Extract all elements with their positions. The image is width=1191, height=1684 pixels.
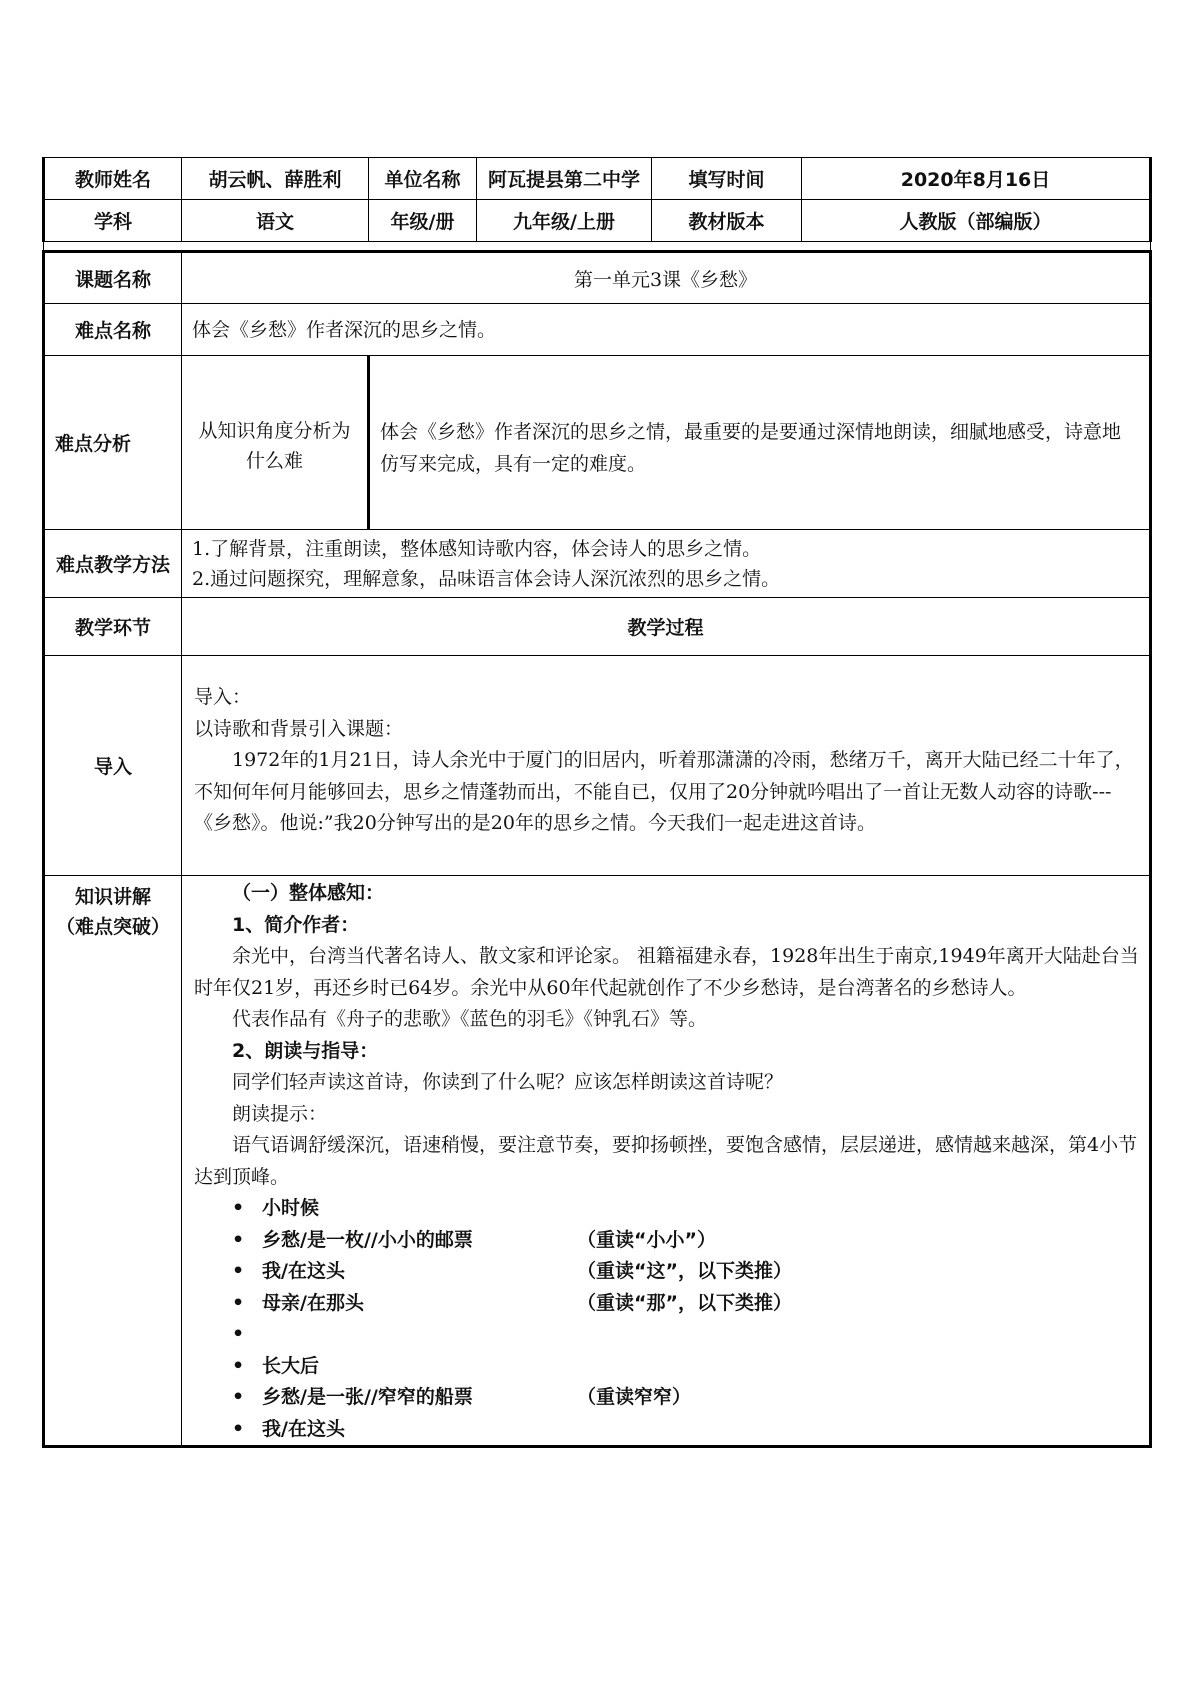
analysis-value: 体会《乡愁》作者深沉的思乡之情，最重要的是要通过深情地朗读，细腻地感受，诗意地仿写来完成，具有一定的难度。 [369,356,1151,530]
analysis-sub-label: 从知识角度分析为什么难 [182,356,369,530]
date-label: 填写时间 [652,158,802,200]
method-line-2: 2.通过问题探究，理解意象，品味语言体会诗人深沉浓烈的思乡之情。 [192,567,781,590]
bullet-item [232,1225,1139,1257]
knowledge-label-line-1: 知识讲解 [74,886,151,908]
intro-paragraph: 1972年的1月21日，诗人余光中于厦门的旧居内，听着那潇潇的冷雨，愁绪万千，离开大陆已经二十年了，不知何年何月能够回去，思乡之情蓬勃而出，不能自已，仅用了20分钟就吟唱出了一首让无数人动容的诗歌--- 《乡愁》。他说:”我20分钟写出的是20年的思乡之情。今天我们一起走进这首诗。 [194,749,1134,834]
grade-label: 年级/册 [369,200,477,242]
teacher-value: 胡云帆、薛胜利 [182,158,369,200]
subject-value: 语文 [182,200,369,242]
bullet-note: （重读“那”，以下类推） [577,1291,792,1314]
tips-paragraph: 语气语调舒缓深沉，语速稍慢，要注意节奏，要抑扬顿挫，要饱含感情，层层递进，感情越来越深，第4小节达到顶峰。 [194,1134,1138,1188]
process-label: 教学环节 [44,598,182,656]
lesson-table [42,157,1152,1448]
works-line: 代表作品有《舟子的悲歌》《蓝色的羽毛》《钟乳石》等。 [232,1008,708,1030]
teacher-label: 教师姓名 [44,158,182,200]
bullet-item [232,1256,1139,1288]
section-title: （一）整体感知： [232,882,385,904]
method-row [44,530,1151,598]
edition-value: 人教版（部编版） [802,200,1151,242]
header-row-1 [44,158,1151,200]
intro-subtitle: 以诗歌和背景引入课题： [194,717,404,740]
bullet-text: 母亲/在那头 [262,1291,364,1314]
bullet-item [232,1414,1139,1446]
bullet-text: 乡愁/是一张//窄窄的船票 [262,1386,473,1408]
knowledge-content [182,876,1151,1447]
bullet-text: 我/在这头 [262,1260,345,1282]
bullet-dot: • [232,1260,245,1282]
bullet-text: 长大后 [262,1354,320,1377]
author-title: 1、简介作者： [232,913,360,936]
intro-row [44,656,1151,876]
bullet-text: 我/在这头 [262,1417,345,1440]
difficulty-value: 体会《乡愁》作者深沉的思乡之情。 [182,304,1151,356]
unit-value: 阿瓦提县第二中学 [477,158,652,200]
intro-title: 导入： [194,686,252,708]
method-label: 难点教学方法 [44,530,182,598]
bullet-item [232,1351,1139,1383]
bullet-note: （重读窄窄） [577,1386,692,1408]
topic-value: 第一单元3课《乡愁》 [182,252,1151,304]
unit-label: 单位名称 [369,158,477,200]
analysis-label: 难点分析 [44,356,182,530]
bullet-text: 小时候 [262,1197,320,1219]
method-content [182,530,1151,598]
tips-title: 朗读提示： [232,1102,328,1125]
topic-row [44,252,1151,304]
subject-label: 学科 [44,200,182,242]
analysis-row [44,356,1151,530]
bullet-item [232,1319,1139,1351]
bullet-text [262,1319,577,1351]
reading-question: 同学们轻声读这首诗，你读到了什么呢？应该怎样朗读这首诗呢？ [232,1071,784,1093]
process-value: 教学过程 [182,598,1151,656]
bullet-dot: • [232,1386,245,1408]
knowledge-row [44,876,1151,1447]
edition-label: 教材版本 [652,200,802,242]
process-header-row [44,598,1151,656]
difficulty-row [44,304,1151,356]
method-line-1: 1.了解背景，注重朗读，整体感知诗歌内容，体会诗人的思乡之情。 [192,537,762,560]
gap-row [44,242,1151,252]
knowledge-label-line-2: （难点突破） [55,916,170,938]
bullet-dot: • [232,1417,245,1440]
bullet-note: （重读“这”，以下类推） [577,1260,792,1282]
difficulty-label: 难点名称 [44,304,182,356]
bullet-item [232,1288,1139,1320]
bullet-item [232,1382,1139,1414]
bullet-dot: • [232,1291,245,1314]
bullet-dot: • [232,1197,245,1219]
reading-title: 2、朗读与指导： [232,1039,379,1062]
bullet-list [194,1193,1139,1445]
header-row-2 [44,200,1151,242]
bullet-text: 乡愁/是一枚//小小的邮票 [262,1228,473,1251]
bullet-dot: • [232,1323,245,1345]
intro-content [182,656,1151,876]
bullet-dot: • [232,1354,245,1377]
grade-value: 九年级/上册 [477,200,652,242]
knowledge-label [44,876,182,1447]
bullet-dot: • [232,1228,245,1251]
date-value: 2020年8月16日 [802,158,1151,200]
author-paragraph: 余光中，台湾当代著名诗人、散文家和评论家。 祖籍福建永春，1928年出生于南京,1949年离开大陆赴台当时年仅21岁，再还乡时已64岁。余光中从60年代起就创作了不少乡愁诗，是台湾著名的乡愁诗人。 [194,945,1139,999]
bullet-item [232,1193,1139,1225]
topic-label: 课题名称 [44,252,182,304]
bullet-note: （重读“小小”） [577,1228,716,1251]
intro-label: 导入 [44,656,182,876]
